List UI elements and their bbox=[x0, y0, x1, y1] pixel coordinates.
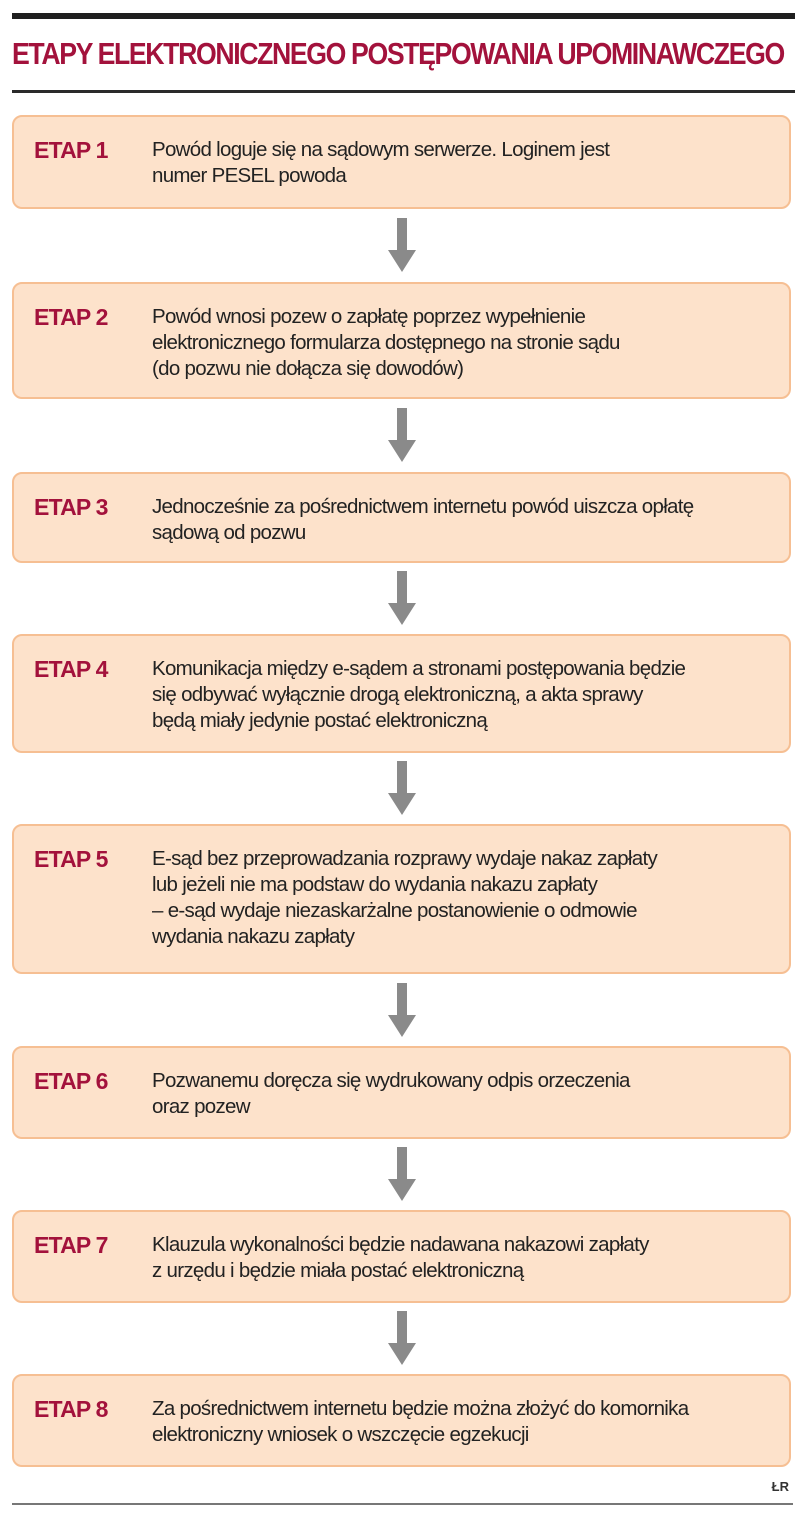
arrow-down-icon bbox=[388, 1147, 416, 1203]
step-label: ETAP 4 bbox=[34, 656, 108, 682]
bottom-rule bbox=[12, 1503, 793, 1505]
step-text: Jednocześnie za pośrednictwem internetu powód uiszcza opłatę sądową od pozwu bbox=[152, 495, 694, 544]
step-label: ETAP 1 bbox=[34, 137, 108, 163]
page-title: ETAPY ELEKTRONICZNEGO POSTĘPOWANIA UPOMINAWCZEGO bbox=[12, 36, 784, 71]
step-box-7 bbox=[12, 1210, 791, 1303]
arrow-down-icon bbox=[388, 571, 416, 627]
step-box-8 bbox=[12, 1374, 791, 1467]
arrow-down-icon bbox=[388, 218, 416, 274]
step-text: Komunikacja między e-sądem a stronami postępowania będzie się odbywać wyłącznie drogą elektroniczną, a akta sprawy będą miały jedynie postać elektroniczną bbox=[152, 657, 686, 732]
step-label: ETAP 5 bbox=[34, 846, 108, 872]
step-label: ETAP 7 bbox=[34, 1232, 108, 1258]
step-label: ETAP 2 bbox=[34, 304, 108, 330]
step-label: ETAP 3 bbox=[34, 494, 108, 520]
step-box-6 bbox=[12, 1046, 791, 1139]
step-text: Powód loguje się na sądowym serwerze. Loginem jest numer PESEL powoda bbox=[152, 138, 610, 187]
arrow-down-icon bbox=[388, 983, 416, 1039]
step-label: ETAP 8 bbox=[34, 1396, 108, 1422]
step-text: Powód wnosi pozew o zapłatę poprzez wypełnienie elektronicznego formularza dostępnego na stronie sądu (do pozwu nie dołącza się dowodów) bbox=[152, 305, 620, 380]
arrow-down-icon bbox=[388, 408, 416, 464]
step-text: Klauzula wykonalności będzie nadawana nakazowi zapłaty z urzędu i będzie miała postać elektroniczną bbox=[152, 1233, 649, 1282]
step-text: Za pośrednictwem internetu będzie można złożyć do komornika elektroniczny wniosek o wszczęcie egzekucji bbox=[152, 1397, 689, 1446]
step-box-5 bbox=[12, 824, 791, 974]
step-box-3 bbox=[12, 472, 791, 563]
step-label: ETAP 6 bbox=[34, 1068, 108, 1094]
author-credit: ŁR bbox=[771, 1479, 789, 1494]
step-text: Pozwanemu doręcza się wydrukowany odpis orzeczenia oraz pozew bbox=[152, 1069, 630, 1118]
step-box-4 bbox=[12, 634, 791, 753]
step-box-2 bbox=[12, 282, 791, 399]
step-text: E-sąd bez przeprowadzania rozprawy wydaje nakaz zapłaty lub jeżeli nie ma podstaw do wydania nakazu zapłaty – e-sąd wydaje niezaskarżalne postanowienie o odmowie wydania nakazu zapłaty bbox=[152, 847, 658, 948]
step-box-1 bbox=[12, 115, 791, 209]
top-rule bbox=[12, 13, 795, 19]
arrow-down-icon bbox=[388, 761, 416, 817]
title-rule bbox=[12, 90, 795, 93]
arrow-down-icon bbox=[388, 1311, 416, 1367]
